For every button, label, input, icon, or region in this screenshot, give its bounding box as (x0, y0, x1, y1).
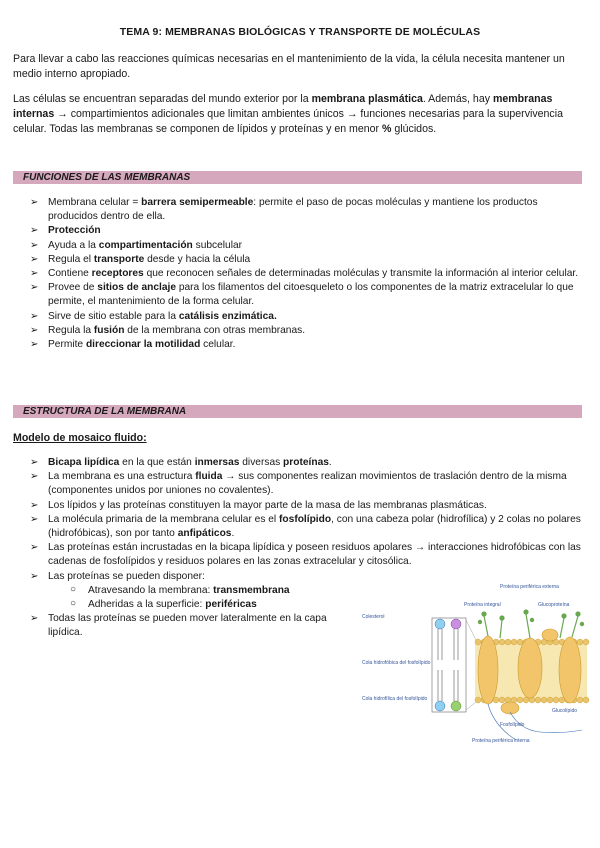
bold-term: transmembrana (213, 584, 290, 596)
text-run: en la que están (119, 457, 195, 468)
text-run: desde y hacia la célula (144, 253, 251, 265)
peripheral-protein-external (542, 629, 558, 641)
label-colesterol: Colesterol (362, 614, 385, 620)
text-run: que reconocen señales de determinadas moléculas y transmite la información al interior celular. (143, 268, 579, 280)
list-item (30, 253, 585, 267)
text-run: Todas las proteínas se pueden mover lateralmente en la capa lipídica. (48, 613, 327, 639)
phospholipid-inset (432, 618, 476, 712)
arrow-bullet-icon: ➢ (30, 225, 39, 237)
integral-protein (518, 638, 542, 698)
bold-term: periféricas (205, 599, 257, 611)
text-run: subcelular (192, 239, 243, 251)
intro-paragraph-2 (13, 92, 588, 137)
arrow-bullet-icon: ➢ (30, 253, 39, 265)
label-cola-hidrofilica: Cola hidrofílica del fosfolípido (362, 696, 428, 702)
membrane-diagram (360, 580, 592, 748)
bold-term: anfipáticos (177, 528, 232, 540)
text-run: Regula la (48, 324, 94, 336)
text-run: para los filamentos del citoesqueleto o los componentes de la matriz extracelular lo que permite, el mantenimiento de la forma celular. (48, 282, 574, 308)
arrow-bullet-icon: ➢ (30, 471, 39, 483)
list-item (30, 310, 585, 324)
list-item (30, 456, 585, 470)
page-title: TEMA 9: MEMBRANAS BIOLÓGICAS Y TRANSPORTE DE MOLÉCULAS (119, 26, 481, 38)
arrow-bullet-icon: ➢ (30, 499, 39, 511)
text-run: : permite el paso de pocas moléculas y mantiene los productos producidos dentro de ella. (48, 197, 538, 223)
arrow-bullet-icon: ➢ (30, 282, 39, 294)
integral-protein (478, 636, 498, 704)
list-item (30, 499, 585, 513)
bold-term: Bicapa lipídica (48, 457, 120, 468)
text-run: . Además, hay (422, 93, 493, 105)
label-glucoproteina: Glucoproteína (538, 602, 570, 608)
bold-term: proteínas (283, 457, 329, 468)
glycan-chains (478, 610, 583, 638)
bold-term: receptores (91, 268, 144, 280)
text-run: Los lípidos y las proteínas constituyen la mayor parte de la masa de las membranas plasmáticas. (48, 499, 487, 511)
text-run: → sus componentes realizan movimientos de traslación dentro de la misma (componentes unidos por uniones no covalentes). (48, 471, 567, 497)
list-item (30, 541, 585, 569)
arrow-bullet-icon: ➢ (30, 457, 39, 468)
text-run: Membrana celular = (48, 197, 142, 208)
text-run: Permite (48, 339, 86, 351)
text-run: La membrana es una estructura (48, 471, 196, 483)
bold-term: membranas internas (13, 93, 553, 120)
section-header-funciones: FUNCIONES DE LAS MEMBRANAS (13, 171, 582, 184)
bold-term: barrera semipermeable (141, 197, 254, 208)
bold-term: % (382, 123, 392, 135)
text-run: diversas (239, 457, 284, 468)
text-run: . (328, 457, 332, 468)
arrow-bullet-icon: ➢ (30, 239, 39, 251)
circle-bullet-icon: ○ (70, 583, 77, 595)
list-item (30, 224, 585, 238)
bold-term: inmersas (194, 457, 240, 468)
list-item (30, 470, 585, 498)
list-item (30, 196, 585, 224)
text-run: Atravesando la membrana: (88, 584, 214, 596)
bold-term: direccionar la motilidad (85, 339, 201, 351)
bold-term: Protección (48, 225, 101, 237)
text-run: Regula el (48, 253, 94, 265)
list-item (30, 324, 585, 338)
list-item (30, 612, 348, 640)
arrow-bullet-icon: ➢ (30, 570, 39, 582)
text-run: Ayuda a la (48, 239, 99, 251)
list-item (30, 267, 585, 281)
bold-term: membrana plasmática (311, 93, 423, 105)
list-item (30, 239, 585, 253)
text-run: Sirve de sitio estable para la (48, 310, 179, 322)
bold-term: compartimentación (98, 239, 193, 251)
list-item (30, 513, 585, 541)
section-header-estructura: ESTRUCTURA DE LA MEMBRANA (13, 405, 582, 418)
list-item (30, 338, 585, 352)
label-cola-hidrofobica: Cola hidrofóbica del fosfolípido (362, 660, 431, 666)
arrow-bullet-icon: ➢ (30, 324, 39, 336)
text-run: Las proteínas se pueden disponer: (48, 570, 205, 582)
text-run: celular. (200, 339, 236, 351)
text-run: La molécula primaria de la membrana celular es el (48, 513, 280, 525)
integral-protein (559, 637, 581, 703)
arrow-bullet-icon: ➢ (30, 197, 39, 208)
bold-term: fosfolípido (279, 513, 332, 525)
label-prot-periferica-interna: Proteína periférica interna (472, 738, 530, 744)
text-run: , con una cabeza polar (hidrofílica) y 2 colas no polares (hidrofóbicas), son por tanto (48, 513, 581, 540)
arrow-bullet-icon: ➢ (30, 613, 39, 625)
intro-paragraph-1: Para llevar a cabo las reacciones químicas necesarias en el mantenimiento de la vida, la célula necesita mantener un medio interno apropiado. (13, 53, 565, 80)
bold-term: catálisis enzimática. (178, 310, 277, 322)
arrow-bullet-icon: ➢ (30, 310, 39, 322)
text-run: . (231, 528, 235, 540)
label-prot-integral: Proteína integral (464, 602, 501, 608)
label-prot-periferica-externa: Proteína periférica externa (500, 584, 559, 590)
functions-list (30, 196, 585, 352)
text-run: → compartimientos adicionales que limitan ambientes únicos → funciones necesarias para la supervivencia celular. Todas las membranas se componen de lípidos y proteínas y en menor (13, 108, 563, 135)
bold-term: transporte (93, 253, 145, 265)
text-run: de la membrana con otras membranas. (124, 324, 306, 336)
label-glucolipido: Glucolípido (552, 708, 578, 714)
bold-term: sitios de anclaje (97, 282, 176, 294)
text-run: Las células se encuentran separadas del mundo exterior por la (13, 93, 312, 105)
arrow-bullet-icon: ➢ (30, 339, 39, 351)
bold-term: fusión (93, 324, 125, 336)
text-run: Las proteínas están incrustadas en la bicapa lipídica y poseen residuos apolares → interacciones hidrofóbicas con las cadenas de fosfolípidos y residuos polares en las zonas extracelular y citosólica. (48, 542, 581, 568)
text-run: Provee de (48, 282, 98, 294)
arrow-bullet-icon: ➢ (30, 542, 39, 554)
text-run: Contiene (48, 268, 92, 280)
text-run: glúcidos. (391, 123, 437, 135)
bold-term: fluida (195, 471, 223, 483)
section-subtitle: Modelo de mosaico fluido: (13, 432, 147, 444)
circle-bullet-icon: ○ (70, 598, 77, 610)
text-run: Adheridas a la superficie: (88, 599, 206, 611)
label-fosfolipido: Fosfolípido (500, 722, 525, 728)
list-item (30, 281, 585, 309)
arrow-bullet-icon: ➢ (30, 268, 39, 280)
arrow-bullet-icon: ➢ (30, 513, 39, 525)
